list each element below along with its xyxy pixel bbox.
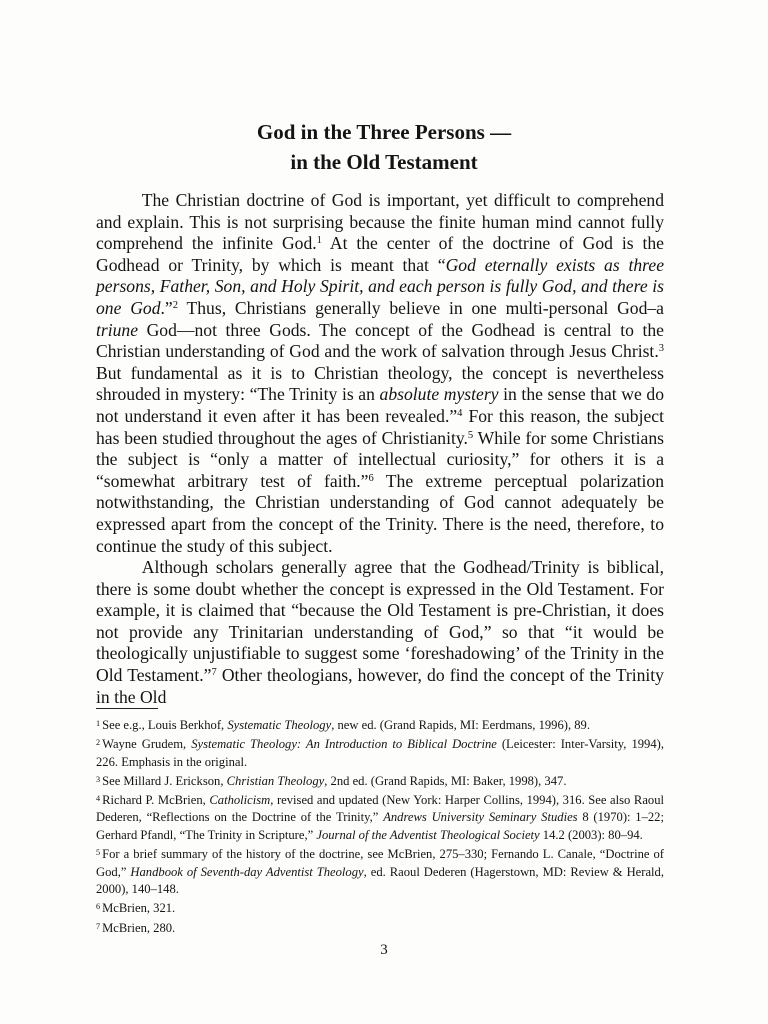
footnote-ref-2: 2 bbox=[172, 300, 179, 312]
chapter-title bbox=[0, 117, 768, 177]
footnote-ref-7: 7 bbox=[211, 667, 217, 679]
footnotes bbox=[96, 715, 664, 937]
footnote-ref-4: 4 bbox=[457, 408, 463, 420]
footnote-ref-5: 5 bbox=[467, 429, 474, 441]
footnote-5: $^5$ For a brief summary of the history of the doctrine, see McBrien, 275–330; Fernando L. Canale, “Doctrine of God,” Handbook of Seventh-day Adventist Theology, ed. Raoul Dederen (Hagerstown, MD: Review & Herald, 2000), 140–148. bbox=[96, 847, 664, 896]
footnote-6: $^6$ McBrien, 321. bbox=[96, 901, 176, 916]
footnote-4: $^4$ Richard P. McBrien, Catholicism, revised and updated (New York: Harper Collins, 1994), 316. See also Raoul Dederen, “Reflections on the Doctrine of the Trinity,” Andrews University Seminary Studies 8 (1970): 1–22; Gerhard Pfandl, “The Trinity in Scripture,” Journal of the Adventist Theological Society 14.2 (2003): 80–94. bbox=[96, 793, 665, 842]
chapter-title-line-1: God in the Three Persons — bbox=[256, 120, 512, 144]
body-text bbox=[96, 190, 664, 708]
footnote-3: $^3$ See Millard J. Erickson, Christian Theology, 2nd ed. (Grand Rapids, MI: Baker, 1998), 347. bbox=[96, 773, 567, 788]
footnote-ref-3: 3 bbox=[658, 343, 664, 355]
footnote-ref-6: 6 bbox=[368, 472, 374, 484]
paragraph-1: The Christian doctrine of God is important, yet difficult to comprehend and explain. This is not surprising because the finite human mind cannot fully comprehend the infinite God.$^1$ At the center of the doctrine of God is the Godhead or Trinity, by which is meant that “God eternally exists as three persons, Father, Son, and Holy Spirit, and each person is fully God, and there is one God.”$^2$ Thus, Christians generally believe in one multi-personal God–a triune God—not three Gods. The concept of the Godhead is central to the Christian understanding of God and the work of salvation through Jesus Christ.$^3$ But fundamental as it is to Christian theology, the concept is nevertheless shrouded in mystery: “The Trinity is an absolute mystery in the sense that we do not understand it even after it has been revealed.”$^4$ For this reason, the subject has been studied throughout the ages of Christianity.$^5$ While for some Christians the subject is “only a matter of intellectual curiosity,” for others it is a “somewhat arbitrary test of faith.”$^6$ The extreme perceptual polarization notwithstanding, the Christian understanding of God cannot adequately be expressed apart from the concept of the Trinity. There is the need, therefore, to continue the study of this subject. bbox=[96, 190, 665, 556]
paragraph-2: Although scholars generally agree that the Godhead/Trinity is biblical, there is some doubt whether the concept is expressed in the Old Testament. For example, it is claimed that “because the Old Testament is pre-Christian, it does not provide any Trinitarian understanding of God,” so that “it would be theologically unjustifiable to suggest some ‘foreshadowing’ of the Trinity in the Old Testament.”$^7$ Other theologians, however, do find the concept of the Trinity in the Old bbox=[96, 557, 664, 707]
footnote-1: $^1$ See e.g., Louis Berkhof, Systematic Theology, new ed. (Grand Rapids, MI: Eerdmans, 1996), 89. bbox=[96, 717, 591, 732]
page-number: 3 bbox=[380, 942, 388, 958]
footnote-divider bbox=[96, 708, 158, 709]
footnote-7: $^7$ McBrien, 280. bbox=[96, 920, 176, 935]
footnote-2: $^2$ Wayne Grudem, Systematic Theology: An Introduction to Biblical Doctrine (Leicester: Inter-Varsity, 1994), 226. Emphasis in the original. bbox=[96, 737, 664, 769]
chapter-title-line-2: in the Old Testament bbox=[290, 150, 478, 174]
footnote-ref-1: 1 bbox=[316, 235, 322, 247]
